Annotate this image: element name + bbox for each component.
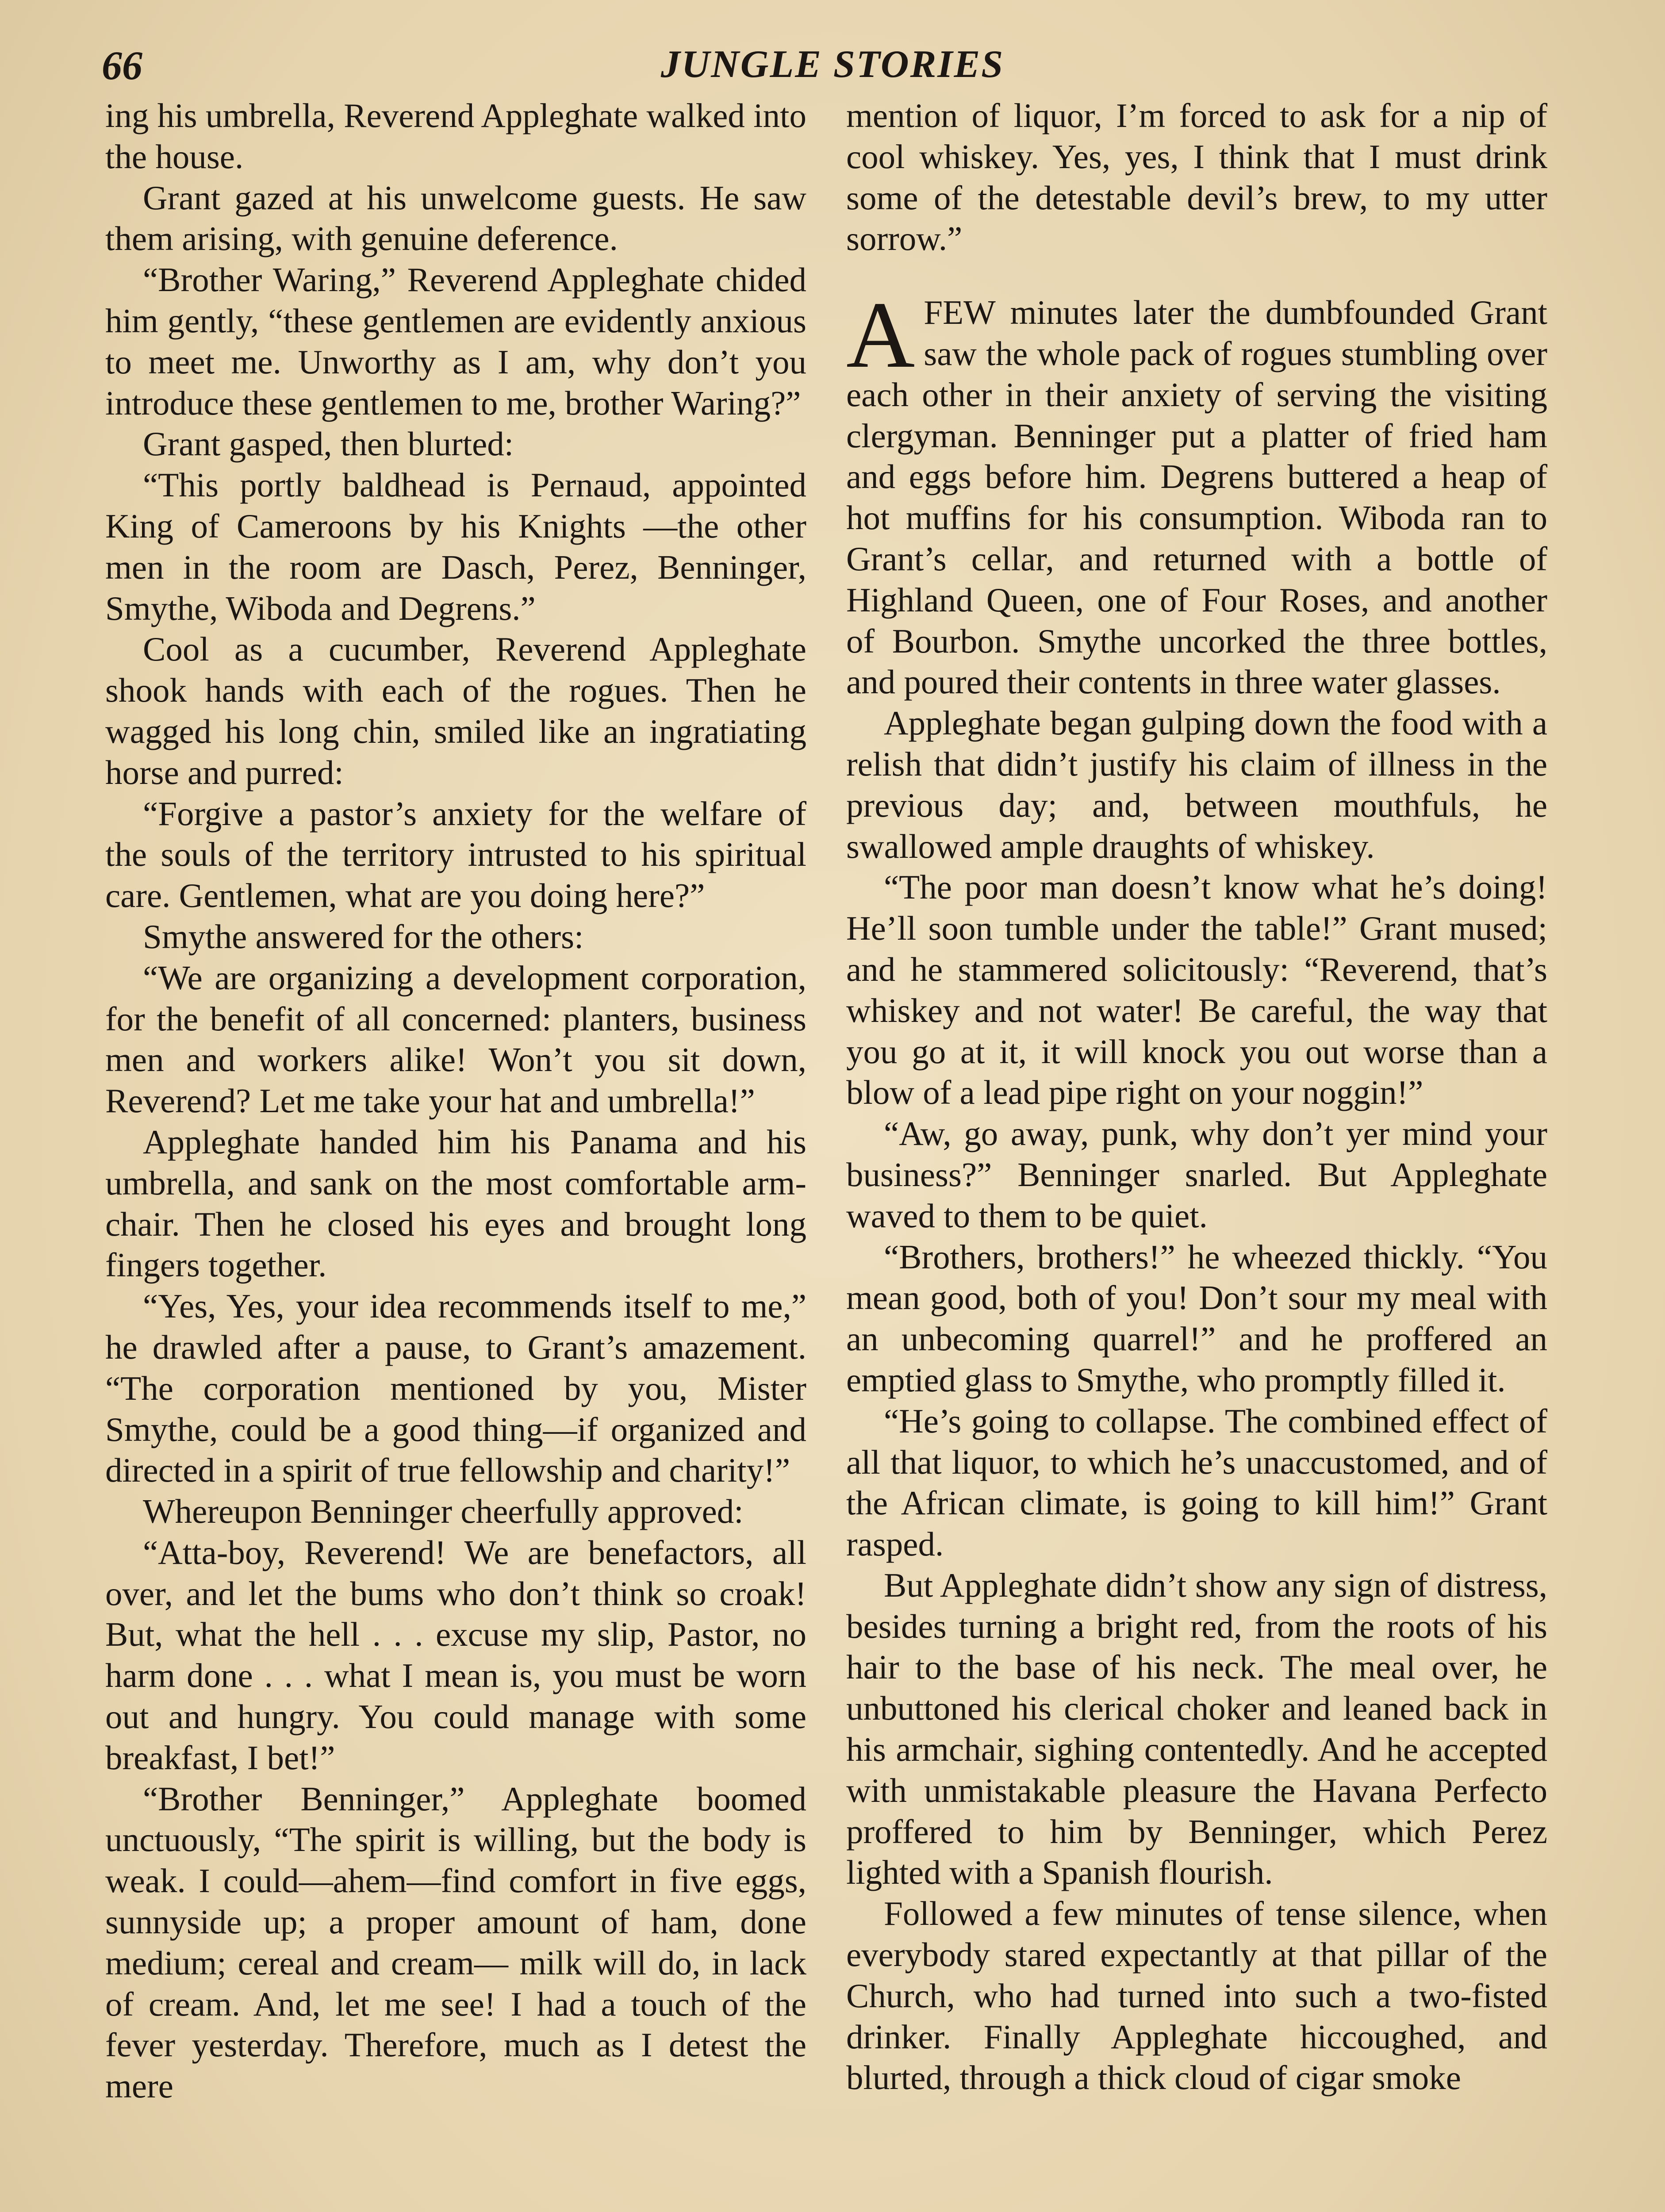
running-title: JUNGLE STORIES [660,43,1005,86]
paragraph: “Forgive a pastor’s anxiety for the welfare of the souls of the territory intrusted to his spiritual care. Gentlemen, what are you doing here?” [105,794,806,915]
paragraph: “Atta-boy, Reverend! We are benefactors, all over, and let the bums who don’t think so croak! But, what the hell . . . excuse my slip, Pastor, no harm done . . . what I mean is, you must be worn out and hungry. You could manage with some breakfast, I bet!” [105,1533,806,1777]
paragraph: Appleghate began gulping down the food with a relish that didn’t justify his claim of illness in the previous day; and, between mouthfuls, he swallowed ample draughts of whiskey. [846,704,1547,865]
drop-cap: A [846,282,915,388]
paragraph: But Appleghate didn’t show any sign of distress, besides turning a bright red, from the roots of his hair to the base of his neck. The meal over, he unbuttoned his clerical choker and leaned back in his armchair, sighing contentedly. And he accepted with unmistakable pleasure the Havana Perfecto proffered to him by Benninger, which Perez lighted with a Spanish flourish. [846,1566,1547,1892]
paragraph: Cool as a cucumber, Reverend Appleghate shook hands with each of the rogues. Then he wagged his long chin, smiled like an ingratiating horse and purred: [105,630,806,791]
paragraph: “Brothers, brothers!” he wheezed thickly. “You mean good, both of you! Don’t sour my meal with an unbecoming quarrel!” and he proffered an emptied glass to Smythe, who promptly filled it. [846,1237,1547,1399]
page-header [102,42,1563,95]
page-number: 66 [102,43,142,88]
paragraph: Whereupon Benninger cheerfully approved: [143,1492,744,1531]
paragraph: “Yes, Yes, your idea recommends itself to me,” he drawled after a pause, to Grant’s amazement. “The corporation mentioned by you, Mister Smythe, could be a good thing—if organized and directed in a spirit of true fellowship and charity!” [105,1287,806,1490]
paragraph: Followed a few minutes of tense silence, when everybody stared expectantly at that pillar of the Church, who had turned into such a two-fisted drinker. Finally Appleghate hiccoughed, and blurted, through a thick cloud of cigar smoke [846,1894,1547,2097]
drop-cap-paragraph-text: FEW minutes later the dumbfounded Grant saw the whole pack of rogues stumbling over each other in their anxiety of serving the visiting clergyman. Benninger put a platter of fried ham and eggs before him. Degrens buttered a heap of hot muffins for his consumption. Wiboda ran to Grant’s cellar, and returned with a bottle of Highland Queen, one of Four Roses, and another of Bourbon. Smythe uncorked the three bottles, and poured their contents in three water glasses. [846,293,1547,701]
paragraph: mention of liquor, I’m forced to ask for a nip of cool whiskey. Yes, yes, I think that I must drink some of the detestable devil’s brew, to my utter sorrow.” [846,96,1547,258]
paragraph: “Aw, go away, punk, why don’t yer mind your business?” Benninger snarled. But Appleghate waved to them to be quiet. [846,1114,1547,1235]
left-column [105,95,806,2107]
paragraph: Grant gazed at his unwelcome guests. He saw them arising, with genuine deference. [105,178,806,258]
paragraph: “He’s going to collapse. The combined effect of all that liquor, to which he’s unaccustomed, and of the African climate, is going to kill him!” Grant rasped. [846,1402,1547,1563]
paragraph: “This portly baldhead is Pernaud, appointed King of Cameroons by his Knights —the other men in the room are Dasch, Perez, Benninger, Smythe, Wiboda and Degrens.” [105,466,806,627]
paragraph: Grant gasped, then blurted: [143,425,514,463]
paragraph: “The poor man doesn’t know what he’s doing! He’ll soon tumble under the table!” Grant mused; and he stammered solicitously: “Reverend, that’s whiskey and not water! Be careful, the way that you go at it, it will knock you out worse than a blow of a lead pipe right on your noggin!” [846,868,1547,1112]
paragraph: “Brother Benninger,” Appleghate boomed unctuously, “The spirit is willing, but the body is weak. I could—ahem—find comfort in five eggs, sunnyside up; a proper amount of ham, done medium; cereal and cream— milk will do, in lack of cream. And, let me see! I had a touch of the fever yesterday. Therefore, much as I detest the mere [105,1779,806,2105]
paragraph: Smythe answered for the others: [143,917,584,956]
paragraph: “We are organizing a development corporation, for the benefit of all concerned: planters, business men and workers alike! Won’t you sit down, Reverend? Let me take your hat and umbrella!” [105,958,806,1120]
paragraph: “Brother Waring,” Reverend Appleghate chided him gently, “these gentlemen are evidently anxious to meet me. Unworthy as I am, why don’t you introduce these gentlemen to me, brother Waring?” [105,261,806,422]
paragraph: ing his umbrella, Reverend Appleghate walked into the house. [105,96,806,176]
paragraph: Appleghate handed him his Panama and his umbrella, and sank on the most comfortable arm-chair. Then he closed his eyes and brought long fingers together. [105,1122,806,1284]
section-opening-paragraph [846,282,1547,703]
right-column [846,95,1547,2098]
